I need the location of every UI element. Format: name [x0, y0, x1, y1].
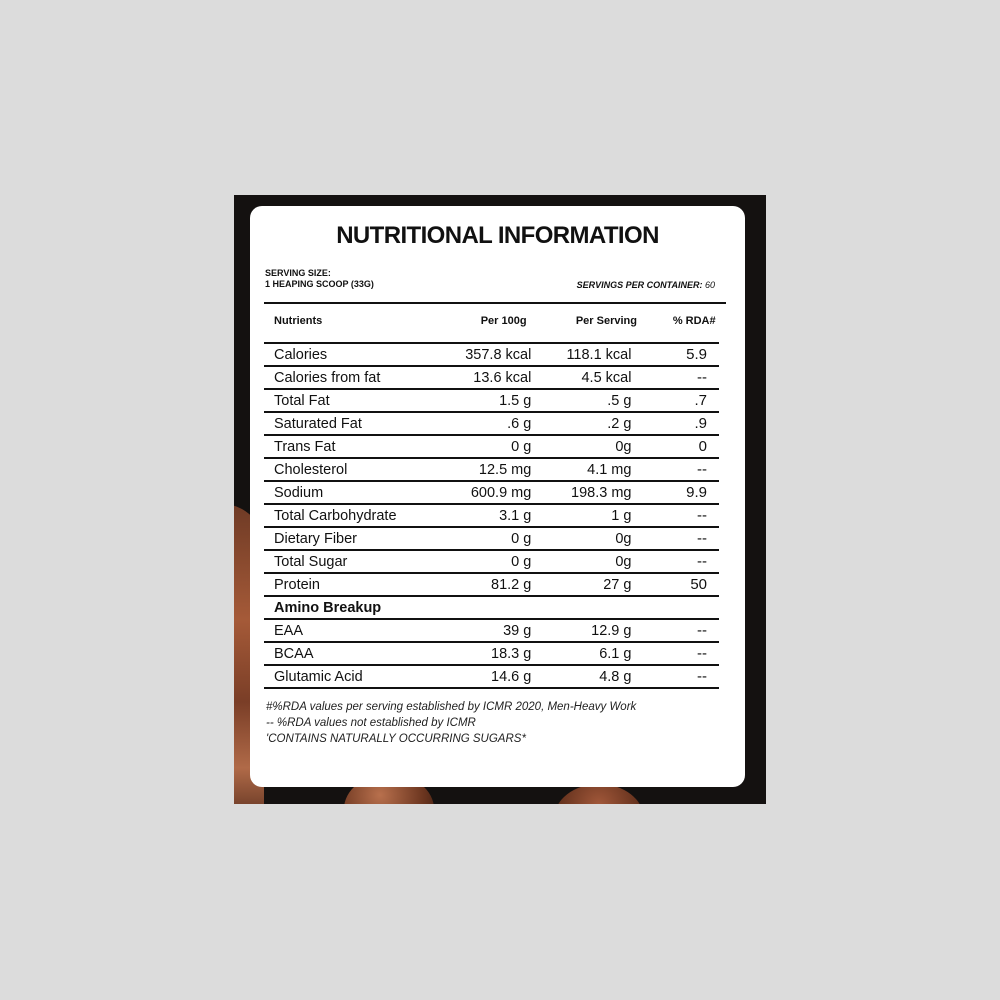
- per-serving-value: .2 g: [543, 412, 659, 435]
- servings-per-container-value: 60: [704, 280, 715, 290]
- table-row: [264, 527, 719, 550]
- nutrition-card: [250, 206, 745, 787]
- footnote-rda: #%RDA values per serving established by ICMR 2020, Men-Heavy Work: [266, 701, 637, 713]
- per-100g-value: 357.8 kcal: [444, 343, 543, 366]
- rda-value: --: [659, 504, 719, 527]
- page-title: NUTRITIONAL INFORMATION: [336, 222, 659, 249]
- per-100g-value: 13.6 kcal: [444, 366, 543, 389]
- per-serving-value: 4.8 g: [543, 665, 659, 688]
- column-header-per-serving: Per Serving: [575, 315, 637, 327]
- per-100g-value: 3.1 g: [444, 504, 543, 527]
- per-100g-value: 1.5 g: [444, 389, 543, 412]
- nutrient-name: Calories: [264, 343, 444, 366]
- per-100g-value: 0 g: [444, 527, 543, 550]
- rda-value: --: [659, 642, 719, 665]
- footnote-sugars: 'CONTAINS NATURALLY OCCURRING SUGARS*: [266, 733, 526, 745]
- nutrient-name: Trans Fat: [264, 435, 444, 458]
- nutrient-name: BCAA: [264, 642, 444, 665]
- rda-value: --: [659, 366, 719, 389]
- per-serving-value: 118.1 kcal: [543, 343, 659, 366]
- table-row: [264, 481, 719, 504]
- nutrient-name: Sodium: [264, 481, 444, 504]
- amino-breakup-heading: Amino Breakup: [264, 596, 719, 619]
- nutrition-table: [264, 308, 719, 689]
- serving-size: [265, 268, 374, 290]
- column-header-nutrients: Nutrients: [274, 315, 323, 327]
- table-row: [264, 619, 719, 642]
- nutrient-name: Glutamic Acid: [264, 665, 444, 688]
- chocolate-drop-image: [554, 784, 644, 804]
- per-serving-value: 6.1 g: [543, 642, 659, 665]
- table-row: [264, 366, 719, 389]
- table-row: [264, 343, 719, 366]
- nutrient-name: Calories from fat: [264, 366, 444, 389]
- serving-size-label: SERVING SIZE:: [265, 268, 331, 278]
- rda-value: 50: [659, 573, 719, 596]
- per-100g-value: 12.5 mg: [444, 458, 543, 481]
- divider: [264, 302, 726, 304]
- section-row: [264, 596, 719, 619]
- nutrient-name: Total Fat: [264, 389, 444, 412]
- servings-per-container: [577, 280, 715, 290]
- nutrient-name: Cholesterol: [264, 458, 444, 481]
- per-100g-value: 81.2 g: [444, 573, 543, 596]
- per-serving-value: .5 g: [543, 389, 659, 412]
- rda-value: 0: [659, 435, 719, 458]
- per-100g-value: 18.3 g: [444, 642, 543, 665]
- per-serving-value: 0g: [543, 435, 659, 458]
- table-row: [264, 504, 719, 527]
- rda-value: --: [659, 619, 719, 642]
- per-serving-value: 1 g: [543, 504, 659, 527]
- footnote-not-established: -- %RDA values not established by ICMR: [266, 717, 476, 729]
- rda-value: .9: [659, 412, 719, 435]
- per-serving-value: 198.3 mg: [543, 481, 659, 504]
- footnotes: [266, 699, 636, 747]
- rda-value: --: [659, 458, 719, 481]
- column-header-per-100g: Per 100g: [480, 315, 527, 327]
- nutrient-name: EAA: [264, 619, 444, 642]
- nutrient-name: Dietary Fiber: [264, 527, 444, 550]
- table-header-row: [264, 308, 719, 334]
- per-serving-value: 27 g: [543, 573, 659, 596]
- per-100g-value: 39 g: [444, 619, 543, 642]
- per-100g-value: 14.6 g: [444, 665, 543, 688]
- header-divider-cell: [264, 334, 719, 343]
- per-serving-value: 0g: [543, 550, 659, 573]
- per-serving-value: 4.1 mg: [543, 458, 659, 481]
- table-row: [264, 458, 719, 481]
- per-serving-value: 0g: [543, 527, 659, 550]
- nutrient-name: Total Sugar: [264, 550, 444, 573]
- rda-value: 5.9: [659, 343, 719, 366]
- per-serving-value: 12.9 g: [543, 619, 659, 642]
- table-row: [264, 435, 719, 458]
- rda-value: --: [659, 550, 719, 573]
- table-row: [264, 550, 719, 573]
- rda-value: --: [659, 665, 719, 688]
- table-row: [264, 665, 719, 688]
- table-row: [264, 412, 719, 435]
- nutrient-name: Total Carbohydrate: [264, 504, 444, 527]
- table-row: [264, 642, 719, 665]
- table-row: [264, 573, 719, 596]
- nutrient-name: Protein: [264, 573, 444, 596]
- per-100g-value: 0 g: [444, 435, 543, 458]
- per-100g-value: .6 g: [444, 412, 543, 435]
- serving-size-value: 1 HEAPING SCOOP (33G): [265, 279, 374, 289]
- rda-value: 9.9: [659, 481, 719, 504]
- per-serving-value: 4.5 kcal: [543, 366, 659, 389]
- rda-value: .7: [659, 389, 719, 412]
- rda-value: --: [659, 527, 719, 550]
- table-row: [264, 389, 719, 412]
- per-100g-value: 0 g: [444, 550, 543, 573]
- nutrient-name: Saturated Fat: [264, 412, 444, 435]
- header-divider: [264, 334, 719, 343]
- column-header-rda: % RDA#: [672, 315, 716, 327]
- servings-per-container-label: SERVINGS PER CONTAINER:: [576, 280, 703, 290]
- per-100g-value: 600.9 mg: [444, 481, 543, 504]
